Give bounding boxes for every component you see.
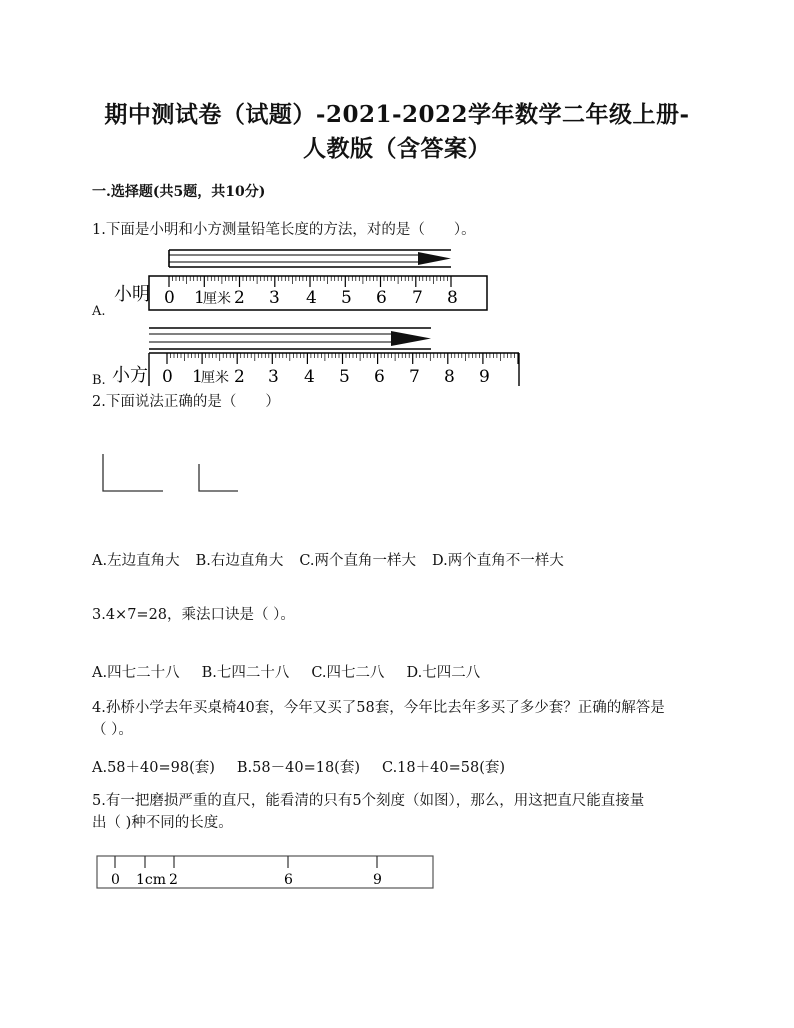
pencil-a [169,250,451,267]
ruler-a-num-5: 5 [341,288,352,308]
page-title-line1: 期中测试卷（试题）-2021-2022学年数学二年级上册- [104,101,690,128]
q1-figure-b [108,322,528,390]
q4-option-b: B.58－40=18(套) [236,760,360,776]
question-3-text: 3.4×7=28，乘法口诀是（ ）。 [92,607,295,623]
ruler-b-num-7: 7 [409,367,420,387]
page-title-line2: 人教版（含答案） [303,135,491,162]
q3-option-b: B.七四二十八 [201,665,290,681]
q5-worn-ruler [96,854,436,892]
ruler-a-num-6: 6 [376,288,387,308]
ruler-a-num-3: 3 [269,288,280,308]
left-right-angle [103,454,163,491]
q4-options [92,756,527,777]
q3-option-d: D.七四二八 [406,665,481,681]
q2-option-d: D.两个直角不一样大 [432,553,564,569]
right-right-angle [199,464,238,491]
ruler-b-num-0: 0 [162,367,173,387]
ruler-a-numbers [164,288,458,308]
question-5-line2: 出（ )种不同的长度。 [92,815,233,831]
question-5-line1: 5.有一把磨损严重的直尺，能看清的只有5个刻度（如图），那么，用这把直尺能直接量 [92,793,645,809]
question-4-line2: （ ）。 [92,722,133,738]
q3-option-a: A.四七二十八 [92,665,180,681]
ruler-b-num-9: 9 [479,367,490,387]
ruler-a-num-8: 8 [447,288,458,308]
q2-option-a: A.左边直角大 [92,553,180,569]
ruler-a-unit: 厘米 [203,291,231,307]
worn-ruler-label-1cm: 1cm [136,872,167,888]
ruler-a-num-1: 1 [194,288,205,308]
question-4-line1: 4.孙桥小学去年买桌椅40套，今年又买了58套，今年比去年多买了多少套？正确的解答是 [92,700,665,716]
person-label-xiaofang: 小方 [112,365,148,386]
question-2-text: 2.下面说法正确的是（ ） [92,394,280,410]
ruler-b-num-2: 2 [234,367,245,387]
worn-ruler-label-9: 9 [373,872,382,888]
ruler-a-num-0: 0 [164,288,175,308]
q2-options [92,549,580,570]
question-1-text: 1.下面是小明和小方测量铅笔长度的方法，对的是（ ）。 [92,222,476,238]
q3-options [92,661,502,682]
question-4-text [92,697,712,741]
q2-option-b: B.右边直角大 [195,553,284,569]
ruler-b-ticks [167,353,518,364]
q4-option-a: A.58＋40=98(套) [92,760,215,776]
ruler-b-unit: 厘米 [201,370,229,386]
ruler-b-num-5: 5 [339,367,350,387]
ruler-b-num-6: 6 [374,367,385,387]
ruler-b-num-8: 8 [444,367,455,387]
ruler-b-numbers [162,367,490,387]
q3-option-c: C.四七二八 [311,665,385,681]
q4-option-c: C.18＋40=58(套) [382,760,506,776]
section-heading: 一.选择题(共5题，共10分) [92,184,266,200]
ruler-a-num-7: 7 [412,288,423,308]
worn-ruler-label-0: 0 [111,872,120,888]
q1-figure-a [108,245,498,315]
q1-option-a-letter: A. [92,304,106,319]
ruler-b-num-1: 1 [192,367,203,387]
ruler-a-ticks [169,276,451,287]
q1-option-b-letter: B. [92,373,106,388]
ruler-b-num-4: 4 [304,367,315,387]
worn-ruler-label-2: 2 [169,872,178,888]
person-label-xiaoming: 小明 [114,284,150,305]
ruler-a-num-2: 2 [234,288,245,308]
q2-option-c: C.两个直角一样大 [299,553,417,569]
question-5-text [92,790,712,834]
ruler-b-num-3: 3 [268,367,279,387]
worn-ruler-label-6: 6 [284,872,293,888]
ruler-a-num-4: 4 [306,288,317,308]
q2-right-angles-figure [98,450,248,496]
pencil-b [149,328,431,349]
